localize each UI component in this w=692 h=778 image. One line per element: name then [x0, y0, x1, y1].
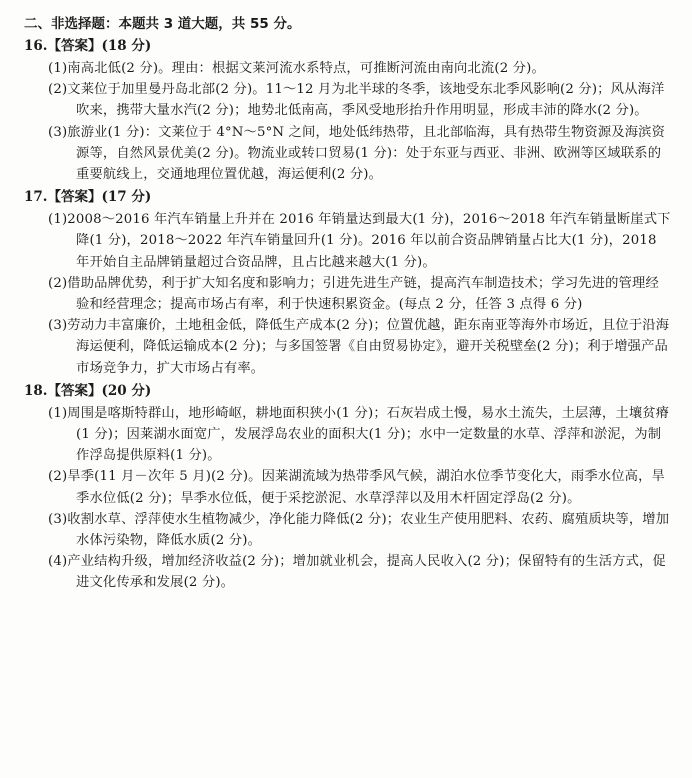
q17-answer-1: (1)2008～2016 年汽车销量上升并在 2016 年销量达到最大(1 分)，2016～2018 年汽车销量断崖式下降(1 分)，2018～2022 年汽车销量回升(1 分)。2016 年以前合资品牌销量占比大(1 分)，2018 年开始自主品牌销量超过合资品牌，且占比越来越大(1 分)。 — [48, 212, 671, 270]
question-17-head: 17.【答案】(17 分) — [24, 189, 152, 206]
q16-answer-2: (2)文莱位于加里曼丹岛北部(2 分)。11～12 月为北半球的冬季，该地受东北季风影响(2 分)；风从海洋吹来，携带大量水汽(2 分)；地势北低南高，季风受地形抬升作用明显，形成丰沛的降水(2 分)。 — [48, 82, 665, 119]
q17-answer-2: (2)借助品牌优势，利于扩大知名度和影响力；引进先进生产链，提高汽车制造技术；学习先进的管理经验和经营理念；提高市场占有率，利于快速积累资金。(每点 2 分，任答 3 点得 6 分) — [48, 275, 659, 313]
q16-answer-1: (1)南高北低(2 分)。理由：根据文莱河流水系特点，可推断河流由南向北流(2 分)。 — [48, 61, 545, 76]
q17-answer-3: (3)劳动力丰富廉价，土地租金低，降低生产成本(2 分)；位置优越，距东南亚等海外市场近，且位于沿海海运便利，降低运输成本(2 分)；与多国签署《自由贸易协定》，避开关税壁垒(2 分)；利于增强产品市场竞争力，扩大市场占有率。 — [48, 318, 670, 376]
section-title: 二、非选择题：本题共 3 道大题，共 55 分。 — [24, 16, 301, 32]
question-17 — [24, 187, 672, 379]
question-16-head: 16.【答案】(18 分) — [24, 38, 152, 54]
question-18-head: 18.【答案】(20 分) — [24, 382, 152, 399]
question-18 — [24, 381, 672, 594]
q18-answer-3: (3)收割水草、浮萍使水生植物减少，净化能力降低(2 分)；农业生产使用肥料、农药、腐殖质块等，增加水体污染物，降低水质(2 分)。 — [48, 511, 670, 549]
q16-answer-3: (3)旅游业(1 分)：文莱位于 4°N～5°N 之间，地处低纬热带，且北部临海，具有热带生物资源及海滨资源等，自然风景优美(2 分)。物流业或转口贸易(1 分)：处于东亚与西亚、非洲、欧洲等区域联系的重要航线上，交通地理位置优越，海运便利(2 分)。 — [48, 124, 666, 183]
q18-answer-2: (2)旱季(11 月－次年 5 月)(2 分)。因莱湖流域为热带季风气候，湖泊水位季节变化大，雨季水位高，旱季水位低(2 分)；旱季水位低，便于采挖淤泥、水草浮萍以及用木杆固定浮岛(2 分)。 — [48, 469, 666, 506]
question-16 — [24, 36, 672, 185]
q18-answer-4: (4)产业结构升级，增加经济收益(2 分)；增加就业机会，提高人民收入(2 分)；保留特有的生活方式，促进文化传承和发展(2 分)。 — [48, 554, 666, 591]
q18-answer-1: (1)周围是喀斯特群山，地形崎岖，耕地面积狭小(1 分)；石灰岩成土慢，易水土流失，土层薄，土壤贫瘠(1 分)；因莱湖水面宽广，发展浮岛农业的面积大(1 分)；水中一定数量的水草、浮萍和淤泥，为制作浮岛提供原料(1 分)。 — [48, 405, 670, 464]
